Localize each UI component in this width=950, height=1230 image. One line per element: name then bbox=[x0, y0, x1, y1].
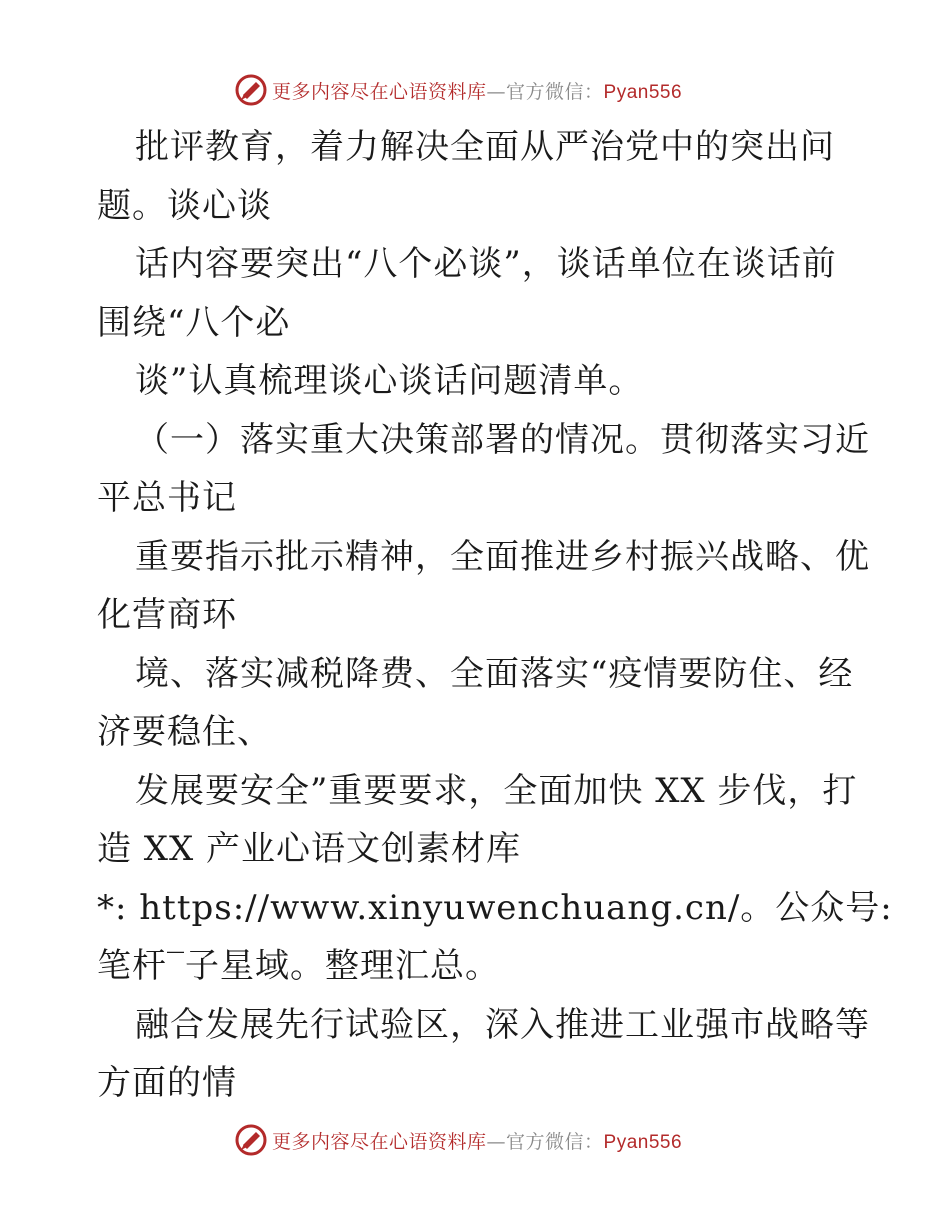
footer-banner bbox=[0, 1120, 950, 1160]
body-line: 题。谈心谈 bbox=[97, 185, 272, 226]
header-banner-handle: Pyan556 bbox=[603, 81, 683, 103]
body-line: （一）落实重大决策部署的情况。贯彻落实习近 bbox=[135, 419, 870, 460]
body-line: 笔杆‾子星域。整理汇总。 bbox=[97, 946, 500, 986]
body-line: 境、落实减税降费、全面落实“疫情要防住、经 bbox=[135, 653, 854, 694]
brand-logo-icon bbox=[234, 1123, 268, 1157]
document-body bbox=[97, 118, 893, 1113]
brand-logo-icon bbox=[234, 73, 268, 107]
body-line: 围绕“八个必 bbox=[97, 302, 291, 343]
header-banner-inner bbox=[234, 70, 682, 110]
body-line: 化营商环 bbox=[97, 595, 237, 635]
body-line: 融合发展先行试验区，深入推进工业强市战略等 bbox=[135, 1004, 870, 1045]
header-banner bbox=[0, 70, 950, 110]
footer-banner-inner bbox=[234, 1120, 682, 1160]
body-line: 话内容要突出“八个必谈”，谈话单位在谈话前 bbox=[135, 244, 837, 284]
body-line: 造 XX 产业心语文创素材库 bbox=[97, 829, 522, 869]
body-line: 方面的情 bbox=[97, 1063, 237, 1103]
body-line: 批评教育，着力解决全面从严治党中的突出问 bbox=[135, 127, 835, 167]
body-line: 谈”认真梳理谈心谈话问题清单。 bbox=[135, 361, 644, 401]
header-banner-label: 官方微信： bbox=[506, 80, 604, 103]
header-banner-title: 更多内容尽在心语资料库 bbox=[272, 80, 487, 103]
footer-banner-label: 官方微信： bbox=[506, 1130, 604, 1153]
footer-banner-handle: Pyan556 bbox=[603, 1131, 683, 1153]
footer-banner-text bbox=[272, 1127, 682, 1154]
body-line: 平总书记 bbox=[97, 478, 237, 518]
body-line: 济要稳住、 bbox=[97, 712, 272, 752]
header-banner-text bbox=[272, 77, 682, 104]
body-line: 发展要安全”重要要求，全面加快 XX 步伐，打 bbox=[135, 770, 858, 811]
body-line: *: https://www.xinyuwenchuang.cn/。公众号: bbox=[97, 887, 893, 928]
footer-banner-title: 更多内容尽在心语资料库 bbox=[272, 1130, 487, 1153]
footer-banner-dash: — bbox=[486, 1130, 507, 1153]
header-banner-dash: — bbox=[486, 80, 507, 103]
body-line: 重要指示批示精神，全面推进乡村振兴战略、优 bbox=[135, 536, 870, 577]
